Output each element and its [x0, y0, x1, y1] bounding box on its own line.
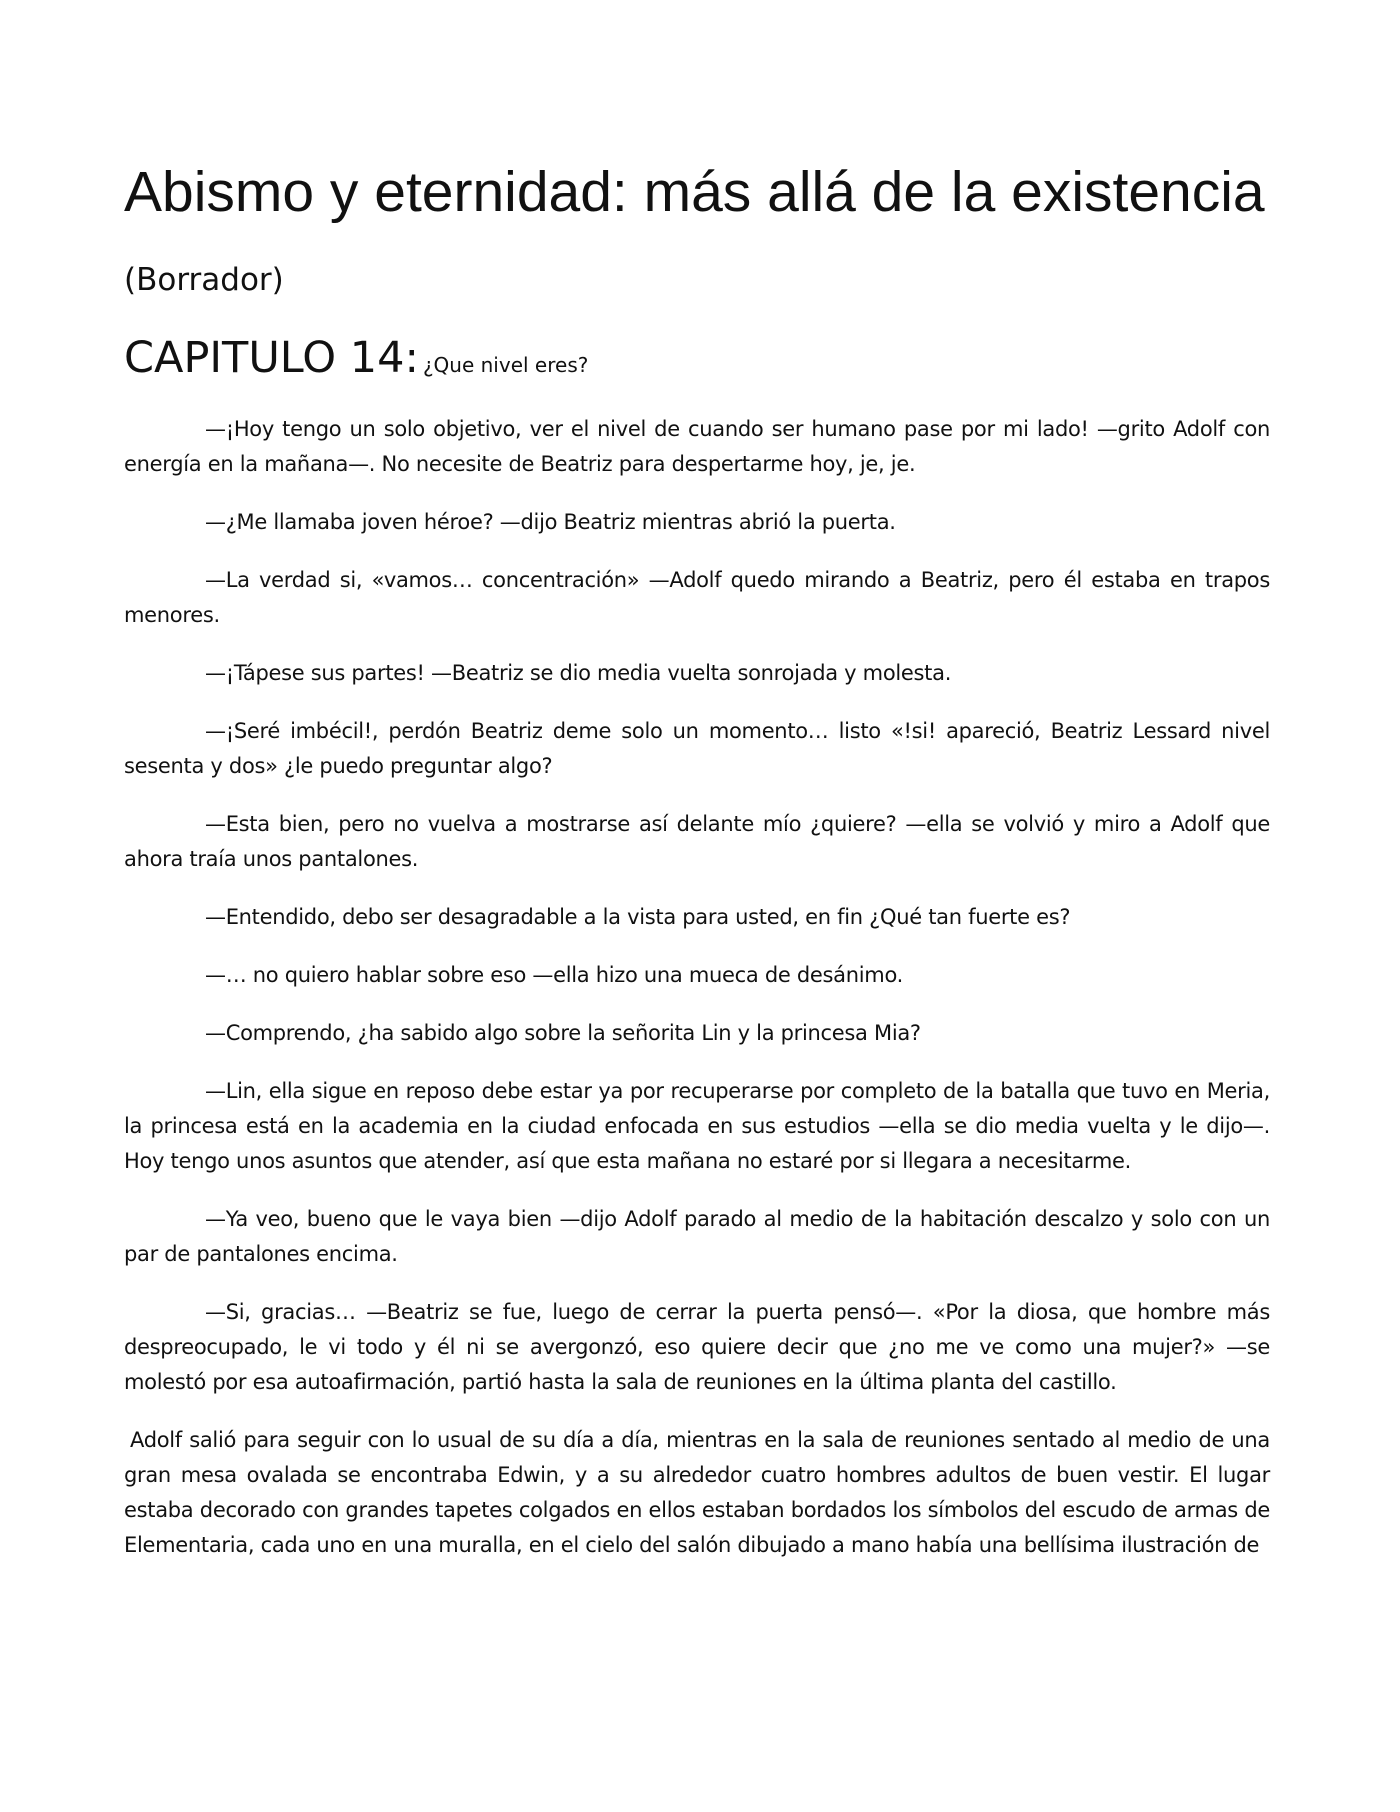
paragraph: Adolf salió para seguir con lo usual de su día a día, mientras en la sala de reuniones sentado al medio de una gran mesa ovalada se encontraba Edwin, y a su alrededor cuatro hombres adultos de buen vestir. El lugar estaba decorado con grandes tapetes colgados en ellos estaban bordados los símbolos del escudo de armas de Elementaria, cada uno en una muralla, en el cielo del salón dibujado a mano había una bellísima ilustración de — [124, 1428, 1270, 1558]
paragraph: —¡Tápese sus partes! —Beatriz se dio media vuelta sonrojada y molesta. — [205, 661, 952, 686]
document-page — [124, 160, 1270, 1586]
paragraph: —Si, gracias… —Beatriz se fue, luego de cerrar la puerta pensó—. «Por la diosa, que hombre más despreocupado, le vi todo y él ni se avergonzó, eso quiere decir que ¿no me ve como una mujer?» —se molestó por esa autoafirmación, partió hasta la sala de reuniones en la última planta del castillo. — [124, 1300, 1270, 1395]
paragraph: —Comprendo, ¿ha sabido algo sobre la señorita Lin y la princesa Mia? — [205, 1021, 921, 1046]
paragraph: —La verdad si, «vamos… concentración» —Adolf quedo mirando a Beatriz, pero él estaba en trapos menores. — [124, 568, 1270, 628]
paragraph: —Lin, ella sigue en reposo debe estar ya por recuperarse por completo de la batalla que tuvo en Meria, la princesa está en la academia en la ciudad enfocada en sus estudios —ella se dio media vuelta y le dijo—. Hoy tengo unos asuntos que atender, así que esta mañana no estaré por si llegara a necesitarme. — [124, 1079, 1270, 1174]
paragraph: —Ya veo, bueno que le vaya bien —dijo Adolf parado al medio de la habitación descalzo y solo con un par de pantalones encima. — [124, 1207, 1270, 1267]
paragraph: —Entendido, debo ser desagradable a la vista para usted, en fin ¿Qué tan fuerte es? — [205, 905, 1071, 930]
paragraph: —¡Hoy tengo un solo objetivo, ver el nivel de cuando ser humano pase por mi lado! —grito Adolf con energía en la mañana—. No necesite de Beatriz para despertarme hoy, je, je. — [124, 417, 1270, 477]
chapter-label: CAPITULO 14: — [124, 332, 419, 383]
document-subtitle: (Borrador) — [124, 261, 284, 298]
paragraph: —¡Seré imbécil!, perdón Beatriz deme solo un momento… listo «!si! apareció, Beatriz Lessard nivel sesenta y dos» ¿le puedo preguntar algo? — [124, 719, 1270, 779]
document-title: Abismo y eternidad: más allá de la existencia — [124, 160, 1265, 224]
paragraph: —¿Me llamaba joven héroe? —dijo Beatriz mientras abrió la puerta. — [205, 510, 896, 535]
document-body — [124, 412, 1270, 1563]
chapter-subtitle: ¿Que nivel eres? — [422, 352, 589, 377]
paragraph: —… no quiero hablar sobre eso —ella hizo una mueca de desánimo. — [205, 963, 903, 988]
chapter-heading — [124, 333, 1270, 385]
paragraph: —Esta bien, pero no vuelva a mostrarse así delante mío ¿quiere? —ella se volvió y miro a Adolf que ahora traía unos pantalones. — [124, 812, 1270, 872]
